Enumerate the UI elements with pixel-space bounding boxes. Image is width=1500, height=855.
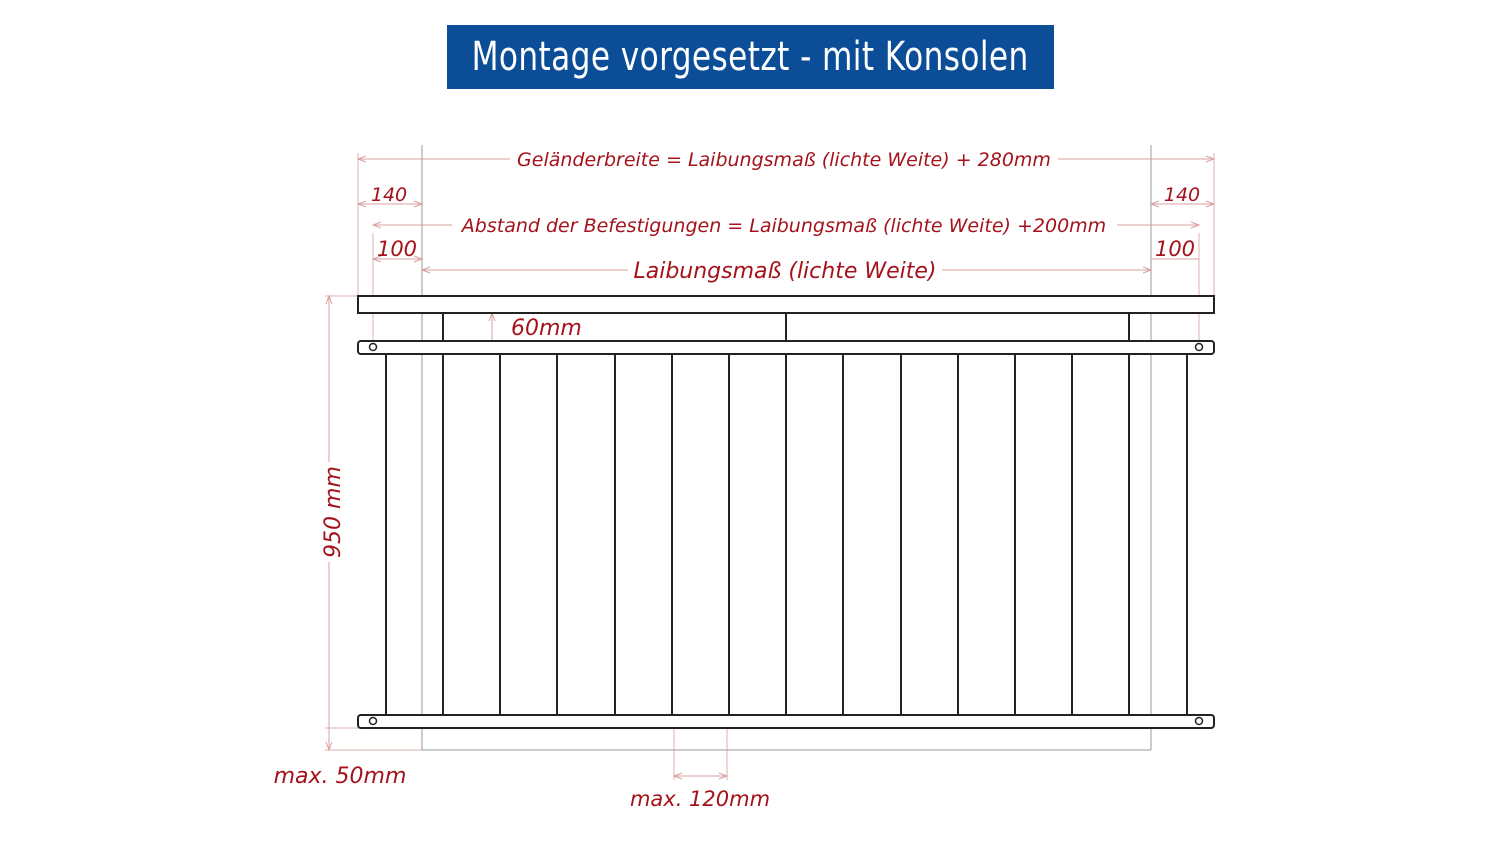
railing-width-label: Geländerbreite = Laibungsmaß (lichte Weite) + 280mm: [517, 149, 1051, 171]
bottom-gap-label: max. 50mm: [273, 764, 407, 789]
overhang-right-label: 140: [1163, 184, 1201, 206]
overhang-left-label: 140: [370, 184, 408, 206]
bottom-rail: [358, 715, 1214, 728]
fastener-offset-right-label: 100: [1154, 237, 1196, 261]
dimension-labels: [274, 149, 1201, 811]
height-label: 950 mm: [321, 466, 346, 558]
vertical-bars: [443, 354, 1129, 715]
page-title: Montage vorgesetzt - mit Konsolen: [471, 34, 1030, 80]
fastener-offset-left-label: 100: [376, 237, 418, 261]
railing: [358, 296, 1214, 728]
reveal-label: Laibungsmaß (lichte Weite): [633, 259, 937, 284]
bar-spacing-label: max. 120mm: [629, 787, 771, 811]
top-rail: [358, 341, 1214, 354]
handrail: [358, 296, 1214, 313]
dimension-lines: [326, 156, 1214, 779]
fastener-distance-label: Abstand der Befestigungen = Laibungsmaß (lichte Weite) +200mm: [461, 215, 1107, 237]
rail-gap-label: 60mm: [511, 316, 582, 341]
extension-lines: [325, 153, 1214, 780]
